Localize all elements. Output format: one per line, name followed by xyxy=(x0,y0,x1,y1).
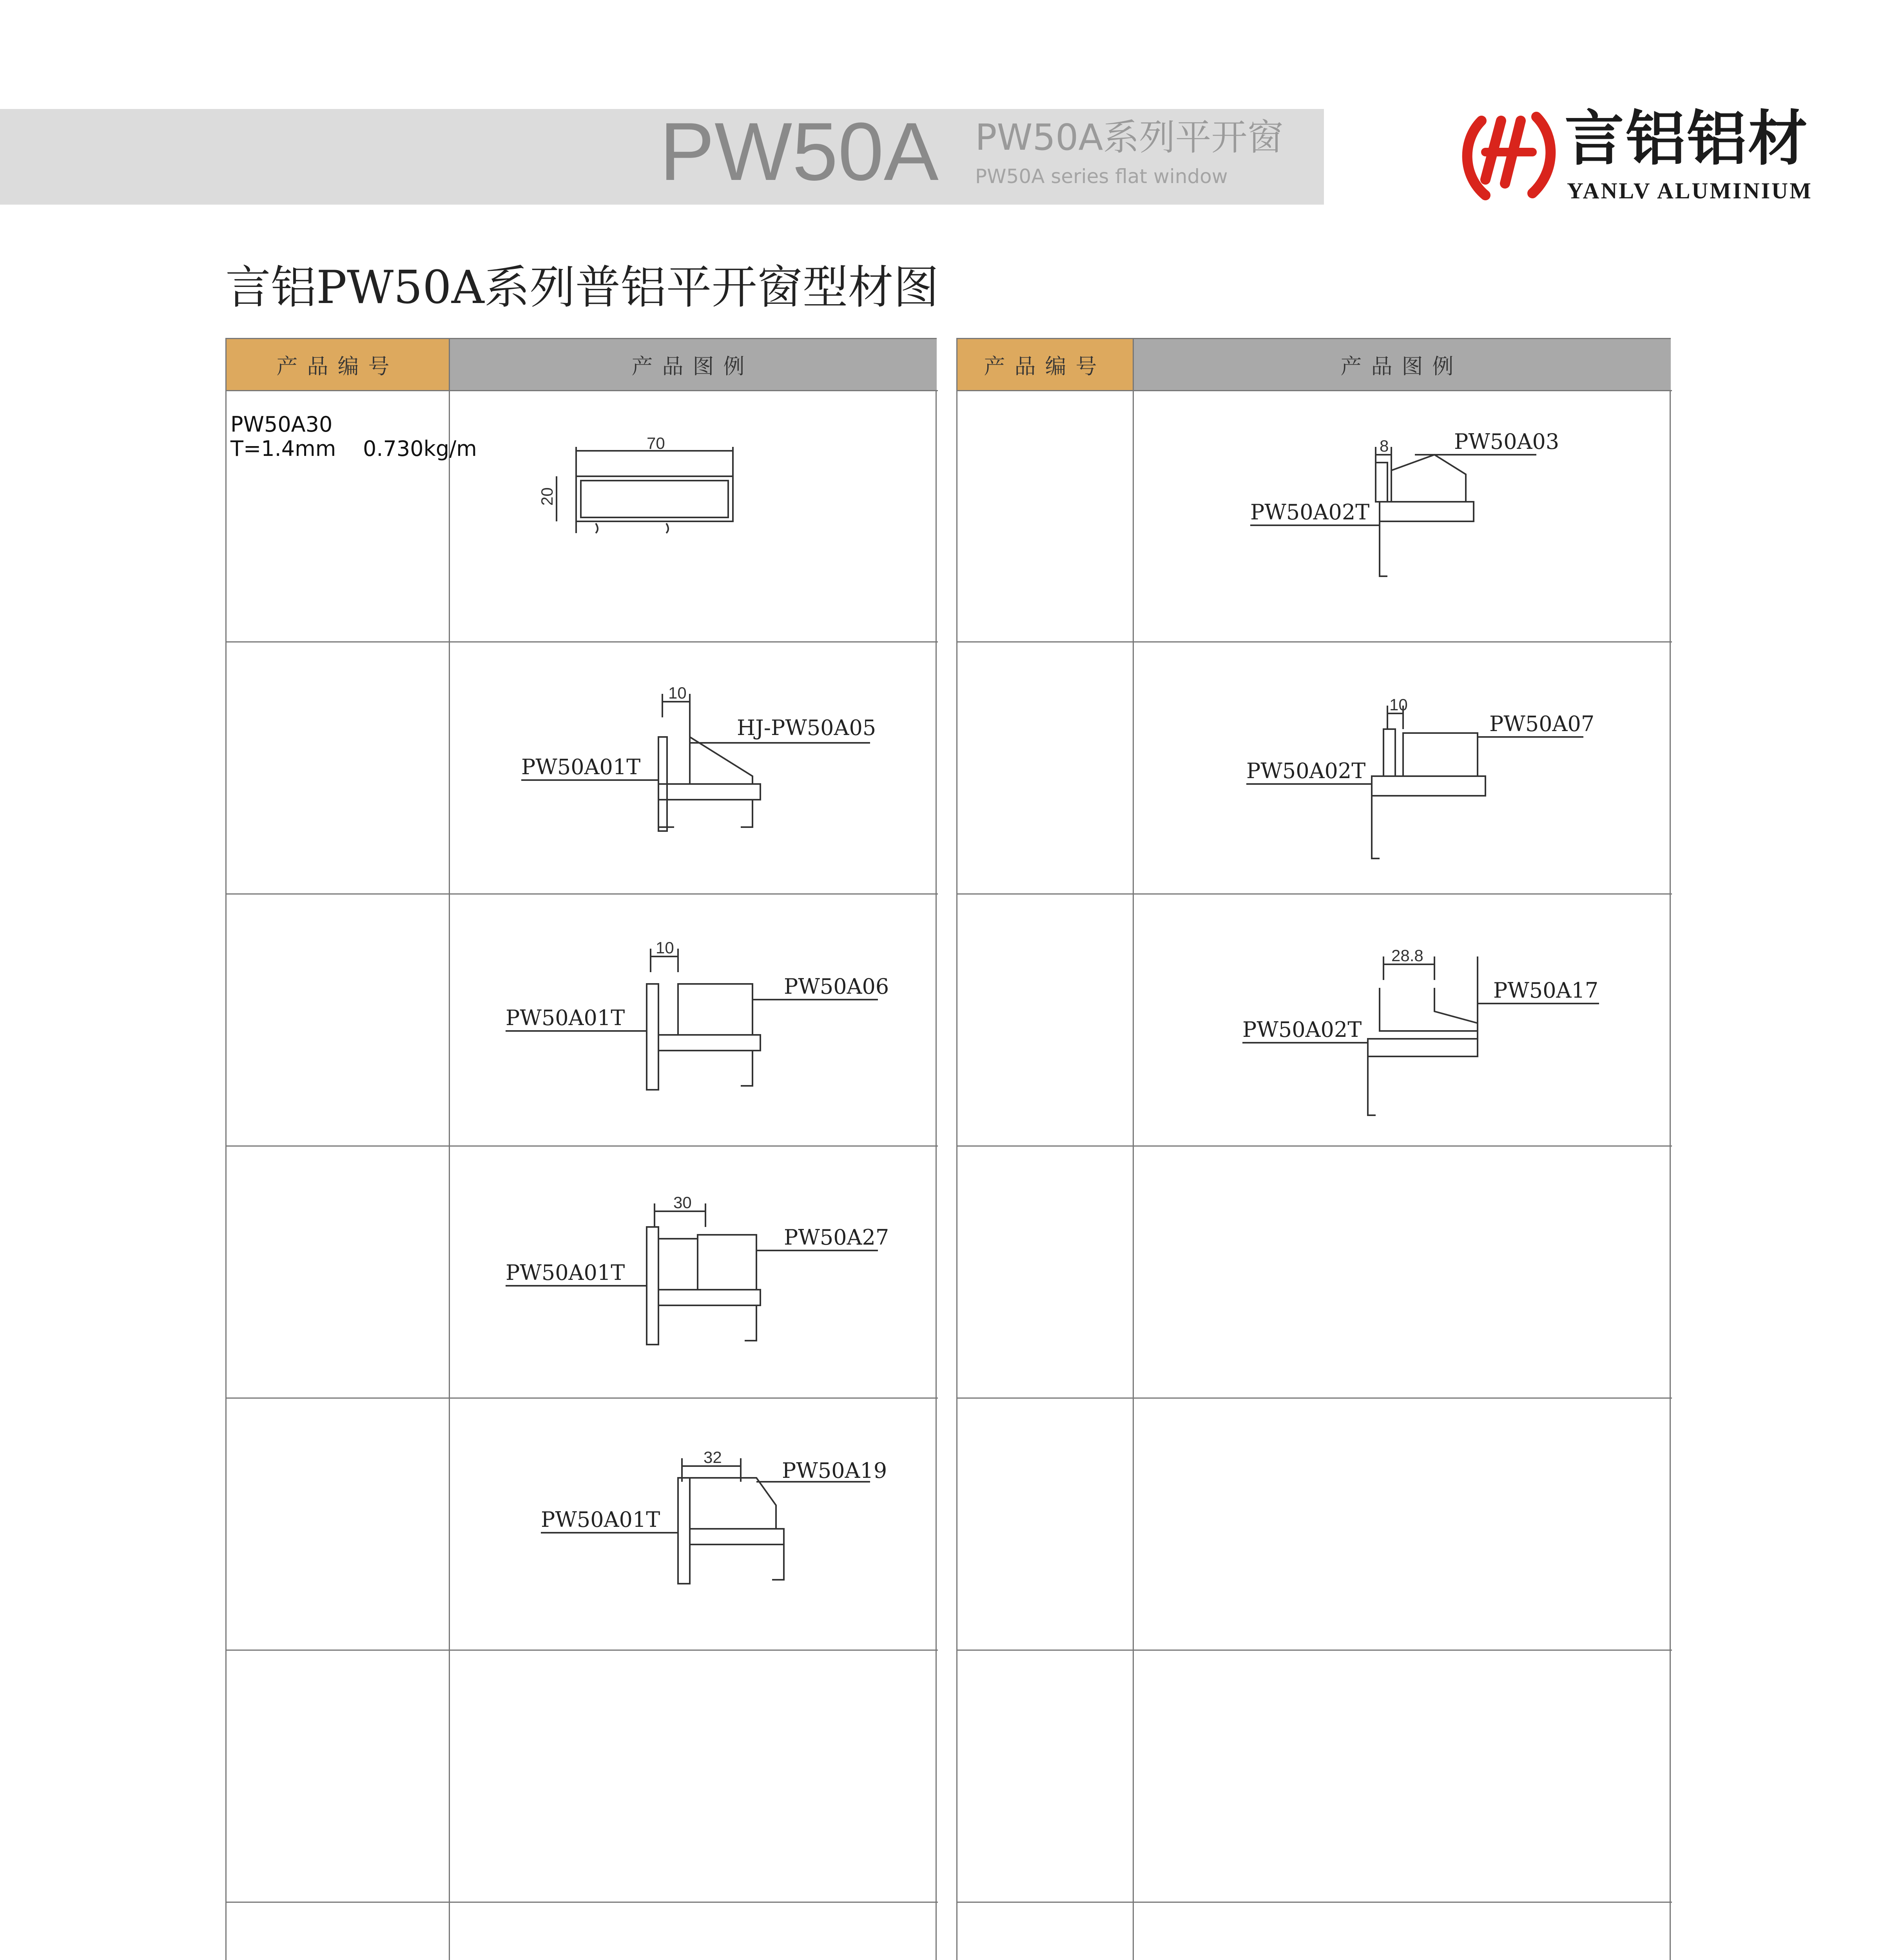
profile-table-left xyxy=(225,338,937,1960)
profile-drawing-pw50a17 xyxy=(1238,946,1615,1113)
company-logo xyxy=(1458,105,1850,207)
profile-drawing-pw50a19 xyxy=(537,1450,890,1592)
profile-label: PW50A02T xyxy=(1250,500,1370,524)
profile-label: PW50A02T xyxy=(1242,1017,1362,1042)
dimension-label: 32 xyxy=(704,1448,722,1466)
profile-drawing-pw50a27 xyxy=(502,1193,894,1352)
dimension-label: 70 xyxy=(647,434,665,452)
profile-label: PW50A03 xyxy=(1454,429,1559,454)
header-product-code-right: 产品编号 xyxy=(957,339,1133,390)
page-title: 言铝PW50A系列普铝平开窗型材图 xyxy=(225,261,939,314)
header-product-code: 产品编号 xyxy=(227,339,449,390)
dimension-label: 10 xyxy=(1389,695,1408,714)
profile-drawing-pw50a07 xyxy=(1242,695,1619,862)
profile-label: PW50A17 xyxy=(1493,978,1599,1003)
series-code: PW50A xyxy=(660,105,939,198)
dimension-label: 20 xyxy=(538,487,556,506)
profile-label: PW50A06 xyxy=(784,974,889,999)
logo-name-en: YANLV ALUMINIUM xyxy=(1567,178,1813,203)
series-name-en: PW50A series flat window xyxy=(975,165,1228,188)
dimension-label: 8 xyxy=(1380,437,1389,455)
profile-label: PW50A01T xyxy=(541,1507,660,1532)
dimension-label: 30 xyxy=(673,1193,692,1212)
dimension-label: 10 xyxy=(656,938,674,957)
product-spec: T=1.4mm 0.730kg/m xyxy=(230,436,477,461)
series-name-cn: PW50A系列平开窗 xyxy=(975,116,1284,158)
profile-label: PW50A01T xyxy=(506,1260,625,1285)
profile-label: PW50A07 xyxy=(1489,711,1595,736)
dimension-label: 10 xyxy=(668,684,687,702)
profile-label: PW50A19 xyxy=(782,1458,887,1483)
product-code: PW50A30 xyxy=(230,412,333,437)
profile-drawing-pw50a03 xyxy=(1246,431,1623,596)
yanlv-logo-icon xyxy=(1458,105,1560,207)
header-product-drawing: 产品图例 xyxy=(449,339,937,390)
profile-drawing-pw50a06 xyxy=(502,938,894,1098)
profile-label: PW50A01T xyxy=(506,1005,625,1030)
profile-label: PW50A02T xyxy=(1246,759,1366,783)
profile-drawing-pw50a30 xyxy=(525,435,745,564)
profile-label: PW50A27 xyxy=(784,1225,889,1250)
profile-label: HJ-PW50A05 xyxy=(737,715,876,740)
profile-label: PW50A01T xyxy=(521,755,641,779)
dimension-label: 28.8 xyxy=(1391,946,1423,965)
header-product-drawing-right: 产品图例 xyxy=(1133,339,1671,390)
profile-drawing-hj-pw50a05 xyxy=(517,686,894,843)
logo-name-cn: 言铝铝材 xyxy=(1565,104,1809,173)
